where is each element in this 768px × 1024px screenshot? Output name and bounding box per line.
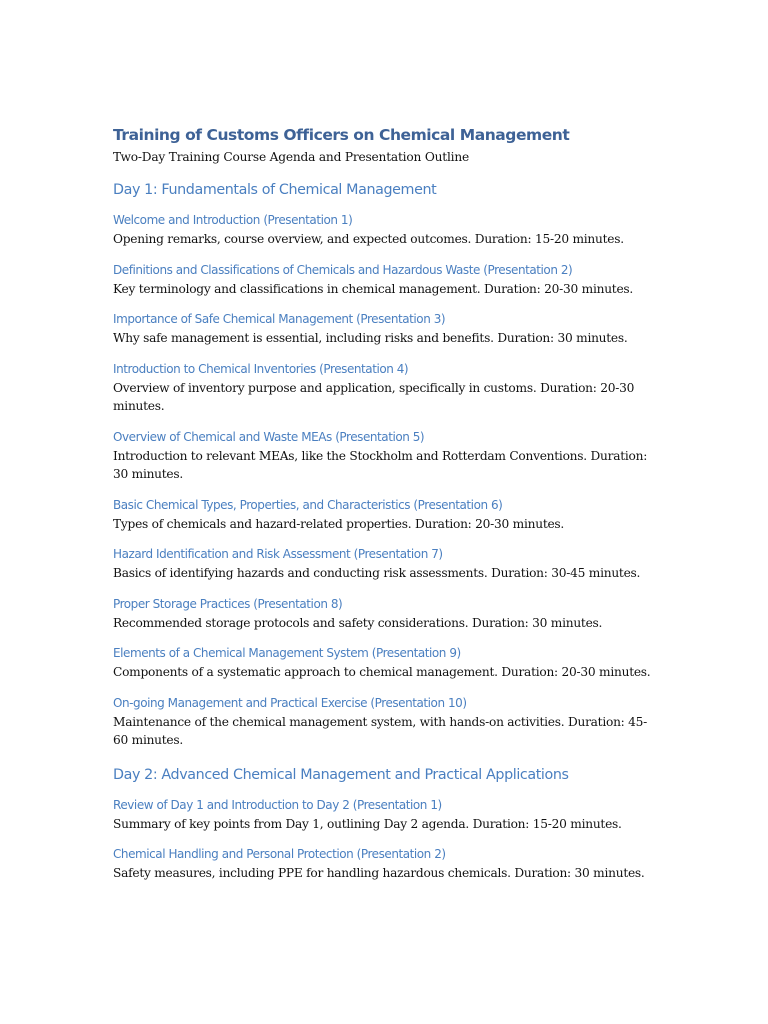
agenda-item-description: Types of chemicals and hazard-related properties. Duration: 20-30 minutes.	[113, 516, 565, 531]
agenda-item	[113, 845, 661, 883]
document-title: Training of Customs Officers on Chemical Management	[113, 126, 570, 144]
agenda-item-title: Review of Day 1 and Introduction to Day 2 (Presentation 1)	[113, 797, 442, 812]
agenda-item-title: Elements of a Chemical Management System (Presentation 9)	[113, 646, 461, 660]
agenda-item-description: Why safe management is essential, including risks and benefits. Duration: 30 minutes.	[113, 331, 628, 345]
agenda-item-title: Chemical Handling and Personal Protection (Presentation 2)	[113, 847, 446, 861]
agenda-item	[113, 428, 661, 484]
agenda-item-description: Key terminology and classifications in chemical management. Duration: 20-30 minutes.	[113, 281, 634, 296]
agenda-item-description: Opening remarks, course overview, and expected outcomes. Duration: 15-20 minutes.	[113, 232, 624, 246]
agenda-item	[113, 595, 661, 633]
agenda-item	[113, 211, 661, 249]
agenda-item-title: Introduction to Chemical Inventories (Presentation 4)	[113, 361, 409, 376]
agenda-item	[113, 496, 661, 534]
day1-heading: Day 1: Fundamentals of Chemical Management	[113, 182, 437, 198]
document-subtitle: Two-Day Training Course Agenda and Presentation Outline	[113, 150, 470, 164]
agenda-item-title: Overview of Chemical and Waste MEAs (Presentation 5)	[113, 429, 425, 444]
agenda-item-description: Introduction to relevant MEAs, like the Stockholm and Rotterdam Conventions. Duration: 30 minutes.	[113, 448, 648, 481]
day2-agenda-list	[113, 796, 661, 883]
agenda-item-description: Basics of identifying hazards and conducting risk assessments. Duration: 30-45 minutes.	[113, 566, 641, 580]
agenda-item-description: Maintenance of the chemical management system, with hands-on activities. Duration: 45-60 minutes.	[113, 714, 648, 747]
agenda-item-title: Welcome and Introduction (Presentation 1)	[113, 213, 353, 227]
agenda-item-title: Basic Chemical Types, Properties, and Characteristics (Presentation 6)	[113, 497, 503, 512]
agenda-item	[113, 310, 661, 348]
agenda-item-description: Overview of inventory purpose and application, specifically in customs. Duration: 20-30 minutes.	[113, 380, 635, 413]
agenda-item-description: Recommended storage protocols and safety considerations. Duration: 30 minutes.	[113, 615, 603, 630]
document-page	[113, 124, 661, 895]
day2-heading: Day 2: Advanced Chemical Management and Practical Applications	[113, 766, 569, 783]
agenda-item	[113, 694, 661, 750]
agenda-item	[113, 261, 661, 299]
agenda-item-title: Hazard Identification and Risk Assessment (Presentation 7)	[113, 547, 443, 561]
agenda-item-title: Importance of Safe Chemical Management (Presentation 3)	[113, 312, 446, 326]
agenda-item-title: On-going Management and Practical Exercise (Presentation 10)	[113, 695, 467, 710]
agenda-item	[113, 545, 661, 583]
agenda-item-description: Components of a systematic approach to chemical management. Duration: 20-30 minutes.	[113, 665, 651, 679]
agenda-item-description: Safety measures, including PPE for handling hazardous chemicals. Duration: 30 minutes.	[113, 866, 645, 880]
agenda-item-description: Summary of key points from Day 1, outlining Day 2 agenda. Duration: 15-20 minutes.	[113, 816, 622, 831]
day1-agenda-list	[113, 211, 661, 750]
agenda-item	[113, 360, 661, 416]
agenda-item	[113, 796, 661, 834]
agenda-item-title: Definitions and Classifications of Chemicals and Hazardous Waste (Presentation 2)	[113, 262, 573, 277]
agenda-item-title: Proper Storage Practices (Presentation 8)	[113, 596, 343, 611]
agenda-item	[113, 644, 661, 682]
